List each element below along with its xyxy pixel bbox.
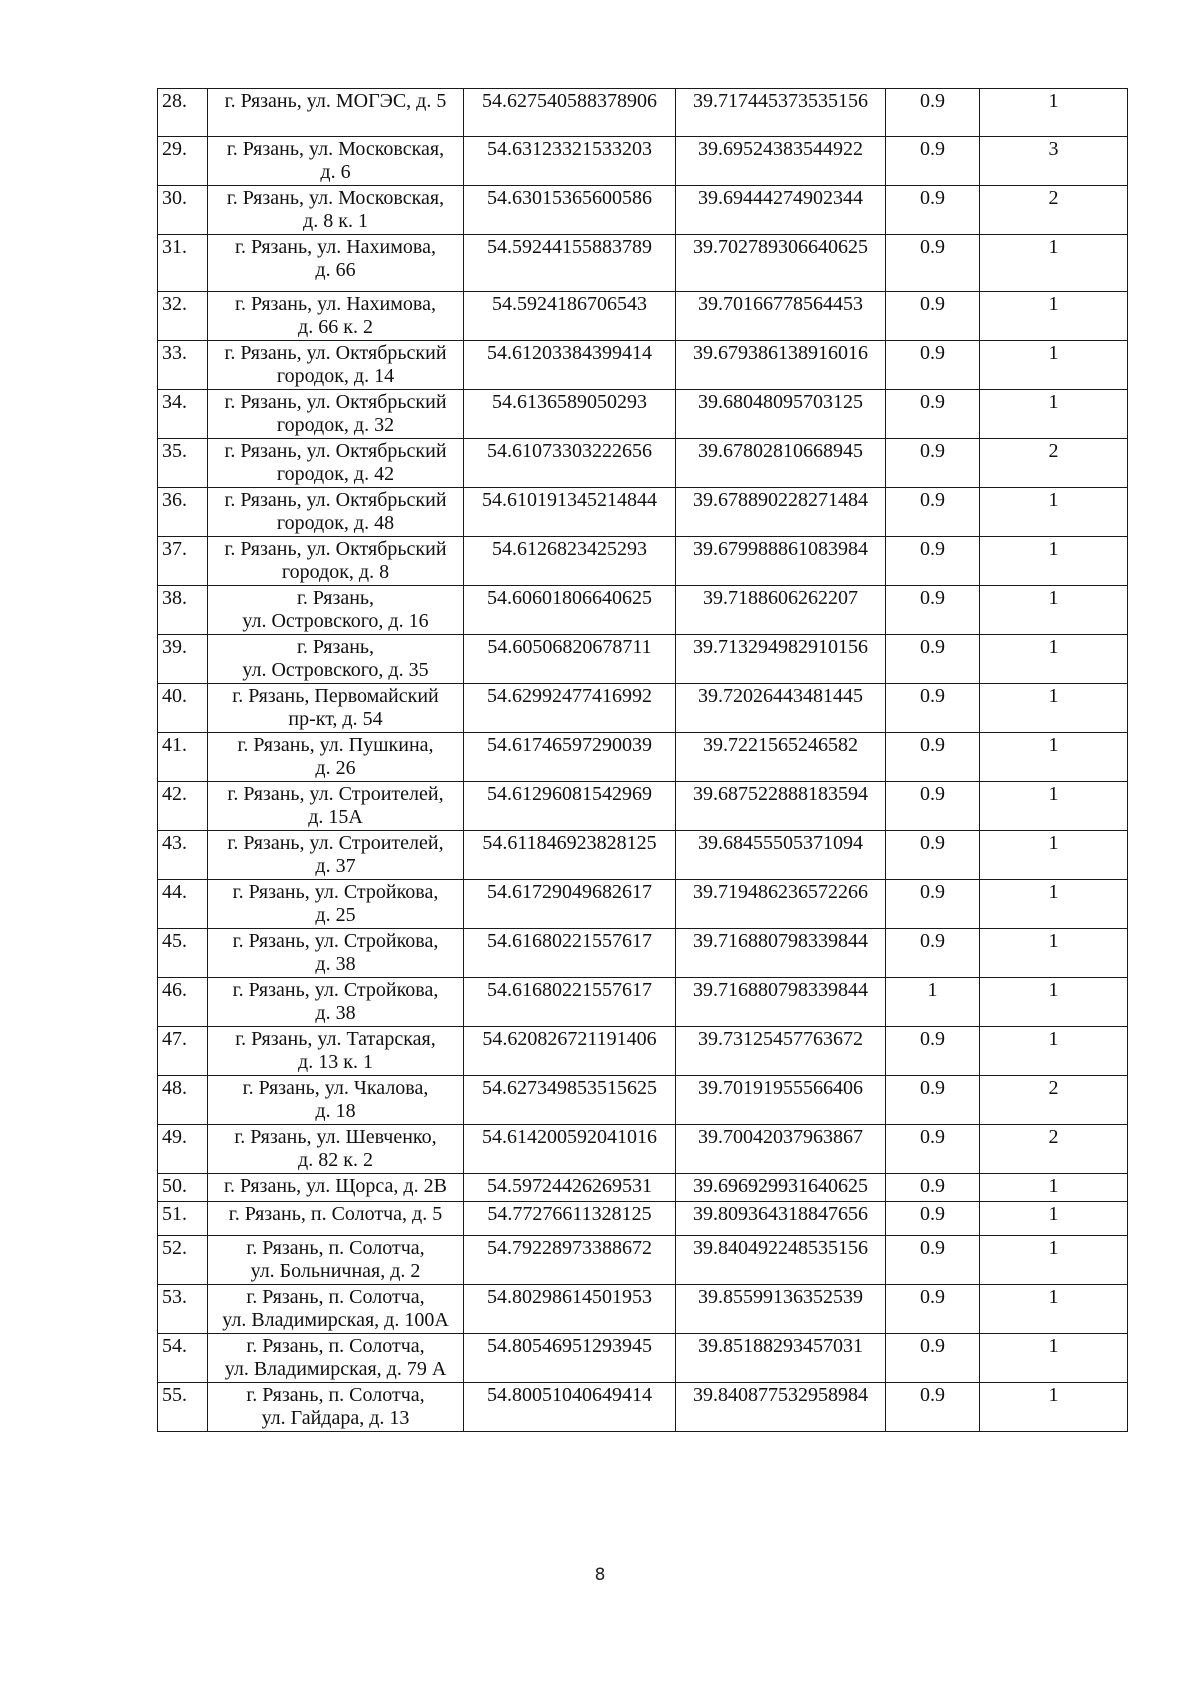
longitude-cell: 39.719486236572266 <box>676 880 886 929</box>
row-number: 45. <box>158 929 208 978</box>
table-row <box>158 880 1128 929</box>
address-cell <box>208 390 464 439</box>
coefficient-cell: 0.9 <box>886 586 980 635</box>
table-row <box>158 684 1128 733</box>
latitude-cell: 54.61296081542969 <box>464 782 676 831</box>
longitude-cell: 39.696929931640625 <box>676 1174 886 1202</box>
latitude-cell: 54.610191345214844 <box>464 488 676 537</box>
coefficient-cell: 0.9 <box>886 186 980 235</box>
address-line: г. Рязань, ул. Строителей, <box>227 832 444 854</box>
count-cell: 1 <box>980 880 1128 929</box>
longitude-cell: 39.840877532958984 <box>676 1383 886 1432</box>
table-row <box>158 929 1128 978</box>
table-row <box>158 831 1128 880</box>
coefficient-cell: 0.9 <box>886 1202 980 1236</box>
longitude-cell: 39.70166778564453 <box>676 292 886 341</box>
longitude-cell: 39.679386138916016 <box>676 341 886 390</box>
latitude-cell: 54.61680221557617 <box>464 929 676 978</box>
latitude-cell: 54.61746597290039 <box>464 733 676 782</box>
table-row <box>158 1285 1128 1334</box>
address-cell <box>208 1202 464 1236</box>
coefficient-cell: 0.9 <box>886 488 980 537</box>
row-number: 42. <box>158 782 208 831</box>
latitude-cell: 54.627540588378906 <box>464 89 676 137</box>
address-cell <box>208 292 464 341</box>
count-cell: 1 <box>980 390 1128 439</box>
address-line: ул. Гайдара, д. 13 <box>261 1407 410 1429</box>
table-row <box>158 1334 1128 1383</box>
table-row <box>158 89 1128 137</box>
latitude-cell: 54.6136589050293 <box>464 390 676 439</box>
address-cell <box>208 831 464 880</box>
address-cell <box>208 1076 464 1125</box>
address-line: г. Рязань, Первомайский <box>232 685 439 707</box>
latitude-cell: 54.77276611328125 <box>464 1202 676 1236</box>
count-cell: 1 <box>980 488 1128 537</box>
address-line: г. Рязань, ул. Октябрьский <box>224 538 447 560</box>
longitude-cell: 39.716880798339844 <box>676 978 886 1027</box>
count-cell: 1 <box>980 831 1128 880</box>
address-cell <box>208 635 464 684</box>
address-cell <box>208 488 464 537</box>
latitude-cell: 54.59244155883789 <box>464 235 676 292</box>
coefficient-cell: 0.9 <box>886 782 980 831</box>
latitude-cell: 54.61729049682617 <box>464 880 676 929</box>
address-cell <box>208 235 464 292</box>
coefficient-cell: 0.9 <box>886 684 980 733</box>
count-cell: 1 <box>980 1027 1128 1076</box>
row-number: 47. <box>158 1027 208 1076</box>
count-cell: 1 <box>980 1236 1128 1285</box>
row-number: 28. <box>158 89 208 137</box>
row-number: 31. <box>158 235 208 292</box>
address-cell <box>208 1027 464 1076</box>
address-line: г. Рязань, ул. Пушкина, <box>237 734 434 756</box>
longitude-cell: 39.72026443481445 <box>676 684 886 733</box>
row-number: 54. <box>158 1334 208 1383</box>
address-line: г. Рязань, п. Солотча, д. 5 <box>228 1203 443 1225</box>
longitude-cell: 39.809364318847656 <box>676 1202 886 1236</box>
address-line: г. Рязань, п. Солотча, <box>246 1335 425 1357</box>
table-row <box>158 235 1128 292</box>
table-row <box>158 635 1128 684</box>
table-row <box>158 586 1128 635</box>
row-number: 43. <box>158 831 208 880</box>
coefficient-cell: 0.9 <box>886 137 980 186</box>
latitude-cell: 54.62992477416992 <box>464 684 676 733</box>
row-number: 36. <box>158 488 208 537</box>
count-cell: 1 <box>980 684 1128 733</box>
latitude-cell: 54.61680221557617 <box>464 978 676 1027</box>
table-body <box>158 89 1128 1432</box>
latitude-cell: 54.620826721191406 <box>464 1027 676 1076</box>
address-line: ул. Островского, д. 16 <box>242 610 429 632</box>
row-number: 35. <box>158 439 208 488</box>
coefficient-cell: 0.9 <box>886 537 980 586</box>
count-cell: 1 <box>980 929 1128 978</box>
row-number: 30. <box>158 186 208 235</box>
table-row <box>158 390 1128 439</box>
count-cell: 1 <box>980 235 1128 292</box>
coefficient-cell: 0.9 <box>886 292 980 341</box>
row-number: 39. <box>158 635 208 684</box>
coefficient-cell: 0.9 <box>886 1334 980 1383</box>
latitude-cell: 54.61203384399414 <box>464 341 676 390</box>
row-number: 50. <box>158 1174 208 1202</box>
coefficient-cell: 0.9 <box>886 1174 980 1202</box>
address-line: г. Рязань, ул. Стройкова, <box>232 979 439 1001</box>
longitude-cell: 39.67802810668945 <box>676 439 886 488</box>
row-number: 48. <box>158 1076 208 1125</box>
longitude-cell: 39.679988861083984 <box>676 537 886 586</box>
address-cell <box>208 782 464 831</box>
longitude-cell: 39.68455505371094 <box>676 831 886 880</box>
row-number: 29. <box>158 137 208 186</box>
latitude-cell: 54.59724426269531 <box>464 1174 676 1202</box>
table-row <box>158 782 1128 831</box>
address-line: г. Рязань, ул. Шевченко, <box>234 1126 437 1148</box>
address-line: д. 38 <box>315 953 356 975</box>
count-cell: 1 <box>980 635 1128 684</box>
count-cell: 2 <box>980 439 1128 488</box>
address-line: г. Рязань, <box>296 636 375 658</box>
longitude-cell: 39.687522888183594 <box>676 782 886 831</box>
address-cell <box>208 1383 464 1432</box>
address-line: ул. Островского, д. 35 <box>242 659 429 681</box>
longitude-cell: 39.678890228271484 <box>676 488 886 537</box>
address-line: г. Рязань, ул. Строителей, <box>227 783 444 805</box>
row-number: 55. <box>158 1383 208 1432</box>
address-line: ул. Больничная, д. 2 <box>250 1260 421 1282</box>
address-cell <box>208 186 464 235</box>
coefficient-cell: 0.9 <box>886 341 980 390</box>
longitude-cell: 39.85599136352539 <box>676 1285 886 1334</box>
count-cell: 2 <box>980 186 1128 235</box>
table-row <box>158 1383 1128 1432</box>
count-cell: 1 <box>980 537 1128 586</box>
count-cell: 1 <box>980 1202 1128 1236</box>
address-cell <box>208 1285 464 1334</box>
address-line: д. 38 <box>315 1002 356 1024</box>
address-line: д. 18 <box>315 1100 356 1122</box>
row-number: 52. <box>158 1236 208 1285</box>
latitude-cell: 54.79228973388672 <box>464 1236 676 1285</box>
longitude-cell: 39.68048095703125 <box>676 390 886 439</box>
address-cell <box>208 89 464 137</box>
count-cell: 1 <box>980 733 1128 782</box>
table-row <box>158 1076 1128 1125</box>
row-number: 34. <box>158 390 208 439</box>
coefficient-cell: 0.9 <box>886 880 980 929</box>
table-row <box>158 733 1128 782</box>
table-row <box>158 1125 1128 1174</box>
address-line: г. Рязань, ул. Щорса, д. 2В <box>224 1175 447 1197</box>
longitude-cell: 39.717445373535156 <box>676 89 886 137</box>
address-cell <box>208 137 464 186</box>
latitude-cell: 54.80546951293945 <box>464 1334 676 1383</box>
longitude-cell: 39.69444274902344 <box>676 186 886 235</box>
address-line: г. Рязань, ул. Октябрьский <box>224 342 447 364</box>
coefficient-cell: 1 <box>886 978 980 1027</box>
address-line: городок, д. 32 <box>276 414 395 436</box>
address-line: г. Рязань, ул. Стройкова, <box>232 881 439 903</box>
longitude-cell: 39.7221565246582 <box>676 733 886 782</box>
table-row <box>158 292 1128 341</box>
count-cell: 1 <box>980 782 1128 831</box>
address-line: г. Рязань, ул. Татарская, <box>235 1028 436 1050</box>
address-cell <box>208 1236 464 1285</box>
address-line: г. Рязань, ул. Октябрьский <box>224 489 447 511</box>
address-line: г. Рязань, ул. Нахимова, <box>235 236 436 258</box>
address-line: д. 37 <box>315 855 356 877</box>
count-cell: 1 <box>980 292 1128 341</box>
address-line: ул. Владимирская, д. 79 А <box>224 1358 447 1380</box>
table-row <box>158 537 1128 586</box>
table-row <box>158 978 1128 1027</box>
address-line: д. 6 <box>320 161 351 183</box>
address-line: д. 66 <box>315 259 356 281</box>
address-cell <box>208 733 464 782</box>
count-cell: 1 <box>980 1334 1128 1383</box>
address-coordinates-table <box>157 88 1128 1432</box>
table-row <box>158 1174 1128 1202</box>
latitude-cell: 54.5924186706543 <box>464 292 676 341</box>
count-cell: 2 <box>980 1125 1128 1174</box>
address-line: д. 15А <box>308 806 363 828</box>
address-line: г. Рязань, п. Солотча, <box>246 1237 425 1259</box>
longitude-cell: 39.7188606262207 <box>676 586 886 635</box>
table-row <box>158 1202 1128 1236</box>
address-cell <box>208 1334 464 1383</box>
address-line: г. Рязань, п. Солотча, <box>246 1384 425 1406</box>
longitude-cell: 39.840492248535156 <box>676 1236 886 1285</box>
address-cell <box>208 684 464 733</box>
latitude-cell: 54.63015365600586 <box>464 186 676 235</box>
latitude-cell: 54.60506820678711 <box>464 635 676 684</box>
address-cell <box>208 929 464 978</box>
coefficient-cell: 0.9 <box>886 439 980 488</box>
coefficient-cell: 0.9 <box>886 831 980 880</box>
address-line: г. Рязань, <box>296 587 375 609</box>
table-row <box>158 1027 1128 1076</box>
address-cell <box>208 537 464 586</box>
coefficient-cell: 0.9 <box>886 89 980 137</box>
longitude-cell: 39.85188293457031 <box>676 1334 886 1383</box>
address-line: г. Рязань, ул. Чкалова, <box>242 1077 429 1099</box>
count-cell: 3 <box>980 137 1128 186</box>
longitude-cell: 39.702789306640625 <box>676 235 886 292</box>
address-line: ул. Владимирская, д. 100А <box>222 1309 449 1331</box>
row-number: 44. <box>158 880 208 929</box>
address-line: городок, д. 42 <box>276 463 395 485</box>
table-row <box>158 1236 1128 1285</box>
row-number: 51. <box>158 1202 208 1236</box>
page-number: 8 <box>594 1565 606 1585</box>
latitude-cell: 54.61073303222656 <box>464 439 676 488</box>
coefficient-cell: 0.9 <box>886 1125 980 1174</box>
longitude-cell: 39.713294982910156 <box>676 635 886 684</box>
longitude-cell: 39.69524383544922 <box>676 137 886 186</box>
address-line: д. 25 <box>315 904 356 926</box>
table-row <box>158 186 1128 235</box>
row-number: 32. <box>158 292 208 341</box>
coefficient-cell: 0.9 <box>886 1236 980 1285</box>
row-number: 46. <box>158 978 208 1027</box>
latitude-cell: 54.80298614501953 <box>464 1285 676 1334</box>
coefficient-cell: 0.9 <box>886 1285 980 1334</box>
latitude-cell: 54.80051040649414 <box>464 1383 676 1432</box>
address-cell <box>208 439 464 488</box>
address-line: городок, д. 8 <box>281 561 390 583</box>
address-line: г. Рязань, ул. МОГЭС, д. 5 <box>224 90 447 112</box>
address-line: д. 82 к. 2 <box>298 1149 373 1171</box>
row-number: 41. <box>158 733 208 782</box>
count-cell: 1 <box>980 1285 1128 1334</box>
latitude-cell: 54.614200592041016 <box>464 1125 676 1174</box>
count-cell: 2 <box>980 1076 1128 1125</box>
count-cell: 1 <box>980 586 1128 635</box>
row-number: 33. <box>158 341 208 390</box>
longitude-cell: 39.70042037963867 <box>676 1125 886 1174</box>
latitude-cell: 54.6126823425293 <box>464 537 676 586</box>
count-cell: 1 <box>980 978 1128 1027</box>
address-cell <box>208 880 464 929</box>
address-line: г. Рязань, ул. Нахимова, <box>235 293 436 315</box>
address-line: г. Рязань, ул. Московская, <box>226 187 445 209</box>
address-line: городок, д. 14 <box>276 365 395 387</box>
latitude-cell: 54.611846923828125 <box>464 831 676 880</box>
longitude-cell: 39.73125457763672 <box>676 1027 886 1076</box>
count-cell: 1 <box>980 341 1128 390</box>
row-number: 49. <box>158 1125 208 1174</box>
address-cell <box>208 978 464 1027</box>
address-line: г. Рязань, ул. Октябрьский <box>224 391 447 413</box>
coefficient-cell: 0.9 <box>886 235 980 292</box>
row-number: 37. <box>158 537 208 586</box>
coefficient-cell: 0.9 <box>886 1076 980 1125</box>
row-number: 53. <box>158 1285 208 1334</box>
address-line: г. Рязань, ул. Октябрьский <box>224 440 447 462</box>
address-line: д. 26 <box>315 757 356 779</box>
coefficient-cell: 0.9 <box>886 1027 980 1076</box>
address-line: д. 8 к. 1 <box>303 210 368 232</box>
coefficient-cell: 0.9 <box>886 390 980 439</box>
address-line: г. Рязань, ул. Московская, <box>226 138 445 160</box>
address-line: г. Рязань, п. Солотча, <box>246 1286 425 1308</box>
address-line: пр-кт, д. 54 <box>288 708 383 730</box>
table-row <box>158 341 1128 390</box>
coefficient-cell: 0.9 <box>886 929 980 978</box>
address-cell <box>208 586 464 635</box>
address-line: д. 66 к. 2 <box>298 316 373 338</box>
coefficient-cell: 0.9 <box>886 1383 980 1432</box>
latitude-cell: 54.63123321533203 <box>464 137 676 186</box>
longitude-cell: 39.716880798339844 <box>676 929 886 978</box>
longitude-cell: 39.70191955566406 <box>676 1076 886 1125</box>
address-cell <box>208 1125 464 1174</box>
coefficient-cell: 0.9 <box>886 635 980 684</box>
count-cell: 1 <box>980 89 1128 137</box>
count-cell: 1 <box>980 1174 1128 1202</box>
latitude-cell: 54.627349853515625 <box>464 1076 676 1125</box>
latitude-cell: 54.60601806640625 <box>464 586 676 635</box>
row-number: 40. <box>158 684 208 733</box>
address-line: г. Рязань, ул. Стройкова, <box>232 930 439 952</box>
address-line: д. 13 к. 1 <box>298 1051 373 1073</box>
table-row <box>158 488 1128 537</box>
row-number: 38. <box>158 586 208 635</box>
address-line: городок, д. 48 <box>276 512 395 534</box>
count-cell: 1 <box>980 1383 1128 1432</box>
address-cell <box>208 341 464 390</box>
table-row <box>158 137 1128 186</box>
address-cell <box>208 1174 464 1202</box>
table-row <box>158 439 1128 488</box>
coefficient-cell: 0.9 <box>886 733 980 782</box>
